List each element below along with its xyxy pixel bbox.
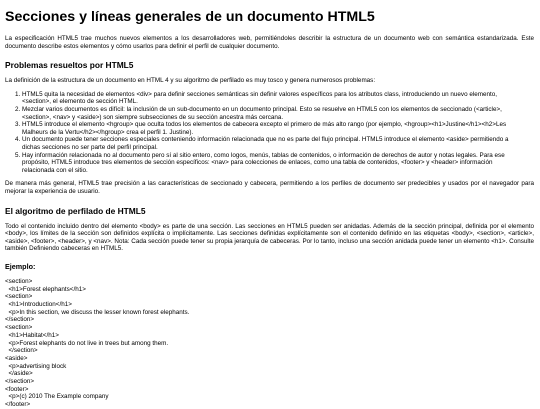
page-title: Secciones y líneas generales de un documento HTML5 xyxy=(5,9,375,25)
problems-lead-paragraph: La definición de la estructura de un documento en HTML 4 y su algoritmo de perfilado es muy tosco y genera numerosos problemas: xyxy=(5,77,376,85)
list-item: 5. Hay información relacionada no al documento pero sí al sitio entero, como logos, menús, tablas de contenidos, o información de derechos de autor y notas legales. Para ese propósito, HTML5 introduce tres elementos de sección específicos: <nav> para colecciones de enlaces, como una tabla de contenidos, <footer> y <header> información relacionada con el sitio. xyxy=(22,152,534,175)
section-heading-algorithm: El algoritmo de perfilado de HTML5 xyxy=(5,205,146,216)
list-item: 1. HTML5 quita la necesidad de elementos <div> para definir secciones semánticas sin definir valores específicos para los atributos class, introduciendo un nuevo elemento, <section>, el elemento de sección HTML. xyxy=(22,91,534,106)
section-heading-problems: Problemas resueltos por HTML5 xyxy=(5,60,134,71)
list-item: 4. Un documento puede tener secciones especiales conteniendo información relacionada que no es parte del flujo principal. HTML5 introduce el elemento <aside> permitiendo a dichas secciones no ser parte del perfil principal. xyxy=(22,136,534,151)
example-heading: Ejemplo: xyxy=(5,261,36,271)
list-item: 2. Mezclar varios documentos es difícil: la inclusión de un sub-documento en un documento principal. Esto se resuelve en HTML5 con los elementos de seccionado (<article>, <section>, <nav> y <aside>) son siempre subsecciones de su sección ancestra más cercana. xyxy=(22,106,534,121)
problems-closing-paragraph: De manera más general, HTML5 trae precisión a las características de seccionado y cabecera, permitiendo a los perfiles de documento ser predecibles y usados por el navegador para mejorar la experiencia de usuario. xyxy=(5,180,534,195)
example-code-block: <section> <h1>Forest elephants</h1> <section> <h1>Introduction</h1> <p>In this section, we discuss the lesser known forest elephants. </section> <section> <h1>Habitat</h1> <p>Forest elephants do not live in trees but among them. </section> <aside> <p>advertising block </aside> </section> <footer> <p>(c) 2010 The Example company </footer> xyxy=(5,277,190,409)
algorithm-paragraph: Todo el contenido incluido dentro del elemento <body> es parte de una sección. Las secciones en HTML5 pueden ser anidadas. Además de la sección principal, definida por el elemento <body>, los límites de la sección son definidos explícita o implícitamente. Las secciones definidas explícitamente son el contenido definido en las etiquetas <body>, <section>, <article>, <aside>, <footer>, <header>, y <nav>. Nota: Cada sección puede tener su propia jerarquía de cabeceras. Por lo tanto, incluso una sección anidada puede tener un elemento <h1>. Consulte también Definiendo cabeceras en HTML5. xyxy=(5,222,534,253)
problems-list xyxy=(5,91,534,175)
list-item: 3. HTML5 introduce el elemento <hgroup> que oculta todos los elementos de cabecera excepto el primero de más alto rango (por ejemplo, <hgroup><h1>Justine</h1><h2>Les Malheurs de la Vertu</h2></hgroup> crea el perfil 1. Justine). xyxy=(22,121,534,136)
intro-paragraph: La especificación HTML5 trae muchos nuevos elementos a los desarrolladores web, permitiéndoles describir la estructura de un documento web con semántica estandarizada. Este documento describe estos elementos y cómo usarlos para definir el perfil de cualquier documento. xyxy=(5,35,534,50)
